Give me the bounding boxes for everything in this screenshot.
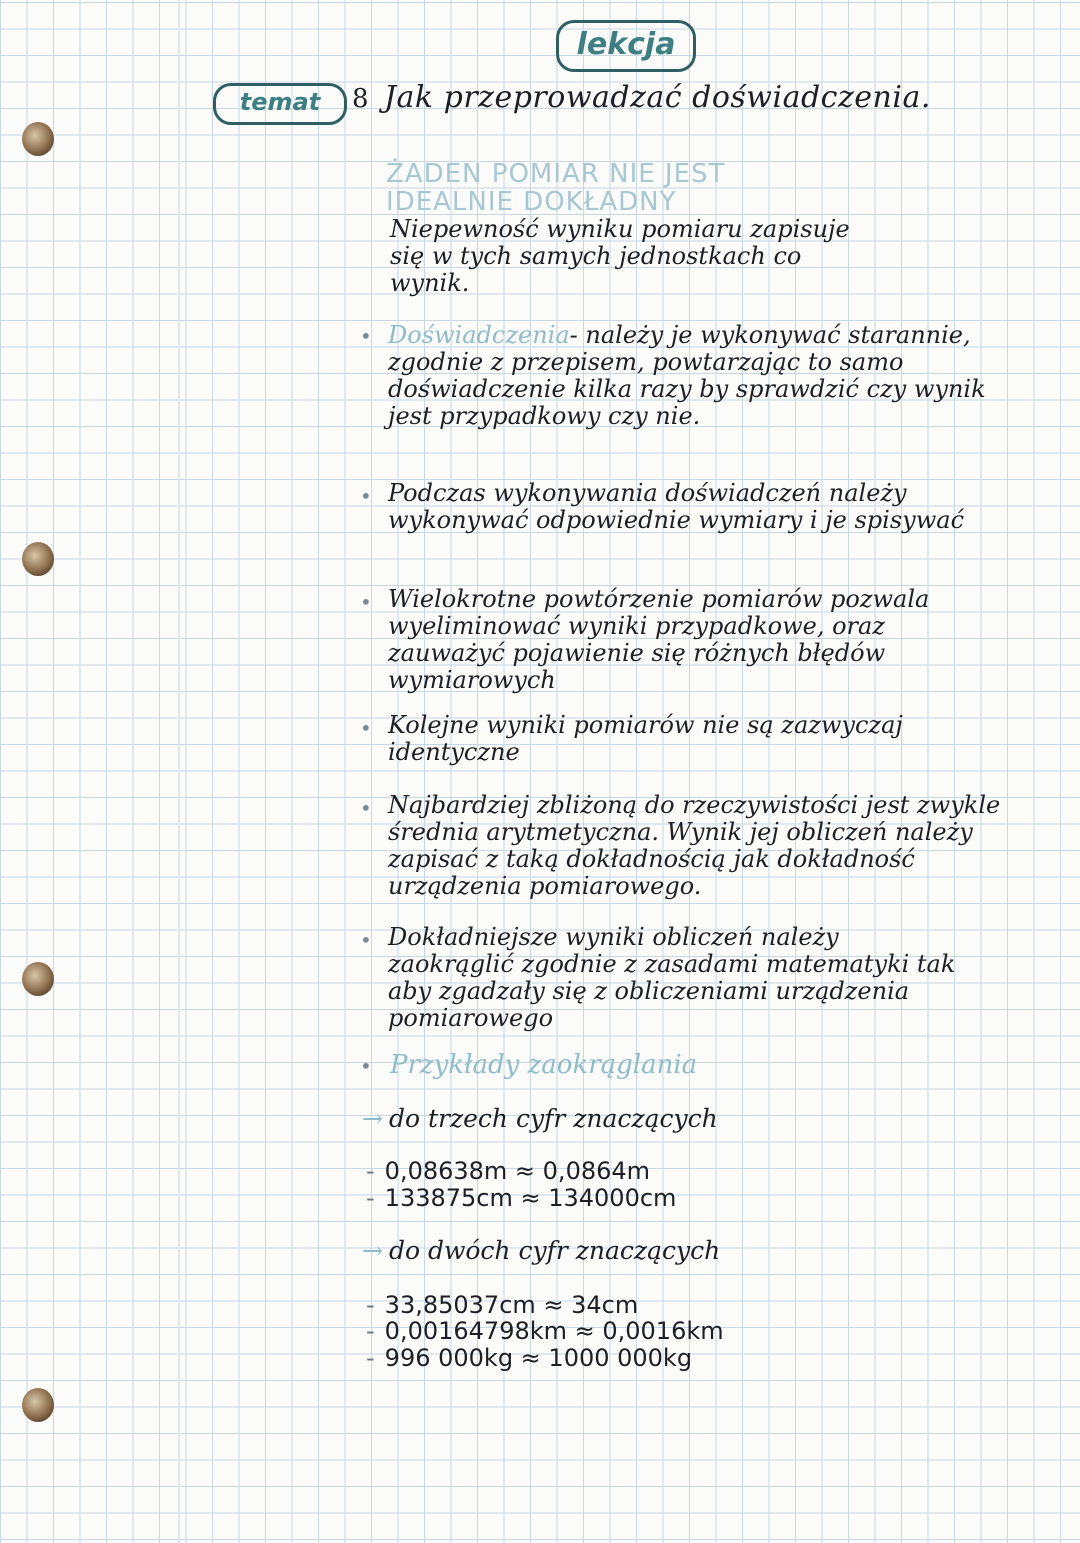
dash-icon: - [366,1157,375,1185]
topic-badge: temat [213,83,347,125]
example-text: 0,08638m ≈ 0,0864m [384,1157,651,1185]
bullet-dot: • [360,590,372,614]
example-text: 996 000kg ≈ 1000 000kg [384,1344,693,1372]
warning-note [386,160,826,216]
bullet-mean: Najbardziej zbliżoną do rzeczywistości jest zwykle średnia arytmetyczna. Wynik jej obliczeń należy zapisać z taką dokładnością jak dokładność urządzenia pomiarowego. [388,791,1001,900]
dash-icon: - [366,1344,375,1372]
two-digits-label: do dwóch cyfr znaczących [388,1236,721,1265]
binder-hole [22,962,54,996]
bullet-dot: • [360,324,372,348]
arrow-icon: → [362,1104,383,1133]
bullet-text: - należy je wykonywać starannie, zgodnie z przepisem, powtarzając to samo doświadczenie kilka razy by sprawdzić czy wynik jest przypadkowy czy nie. [388,321,986,430]
bullet-dot: • [360,484,372,508]
bullet-dot: • [360,928,372,952]
bullet-experiments [388,322,1008,430]
bullet-accent-term: Doświadczenia [388,321,570,349]
three-digits-label: do trzech cyfr znaczących [388,1104,718,1133]
topic-number: 8 [352,84,369,114]
two-digits-heading [362,1236,720,1265]
example-text: 0,00164798km ≈ 0,0016km [384,1317,724,1345]
binder-hole [22,542,54,576]
dash-icon: - [366,1291,375,1319]
dash-icon: - [366,1317,375,1345]
dash-icon: - [366,1184,375,1212]
example-text: 33,85037cm ≈ 34cm [384,1291,639,1319]
bullet-dot: • [360,796,372,820]
binder-hole [22,1388,54,1422]
bullet-measurements: Podczas wykonywania doświadczeń należy wykonywać odpowiednie wymiary i je spisywać [388,479,965,534]
warning-line: ŻADEN POMIAR NIE JEST [386,159,726,189]
example-line [366,1345,692,1371]
example-line [366,1292,638,1318]
bullet-rounding: Dokładniejsze wyniki obliczeń należy zaokrąglić zgodnie z zasadami matematyki tak aby zgadzały się z obliczeniami urządzenia pomiarowego [388,923,956,1032]
example-line [366,1185,676,1211]
warning-line: IDEALNIE DOKŁADNY [386,187,677,217]
bullet-dot: • [360,1054,372,1078]
lesson-badge: lekcja [556,20,696,72]
binder-hole [22,122,54,156]
bullet-results: Kolejne wyniki pomiarów nie są zazwyczaj identyczne [388,711,903,766]
arrow-icon: → [362,1236,383,1265]
example-text: 133875cm ≈ 134000cm [384,1184,677,1212]
example-line [366,1158,650,1184]
uncertainty-note: Niepewność wyniku pomiaru zapisuje się w tych samych jednostkach co wynik. [390,215,850,297]
margin-line [178,0,180,1543]
bullet-dot: • [360,716,372,740]
three-digits-heading [362,1104,718,1133]
examples-heading: Przykłady zaokrąglania [390,1050,698,1080]
bullet-repetition: Wielokrotne powtórzenie pomiarów pozwala wyeliminować wyniki przypadkowe, oraz zauważyć pojawienie się różnych błędów wymiarowych [388,585,930,694]
example-line [366,1318,724,1344]
page-title: Jak przeprowadzać doświadczenia. [384,80,931,115]
